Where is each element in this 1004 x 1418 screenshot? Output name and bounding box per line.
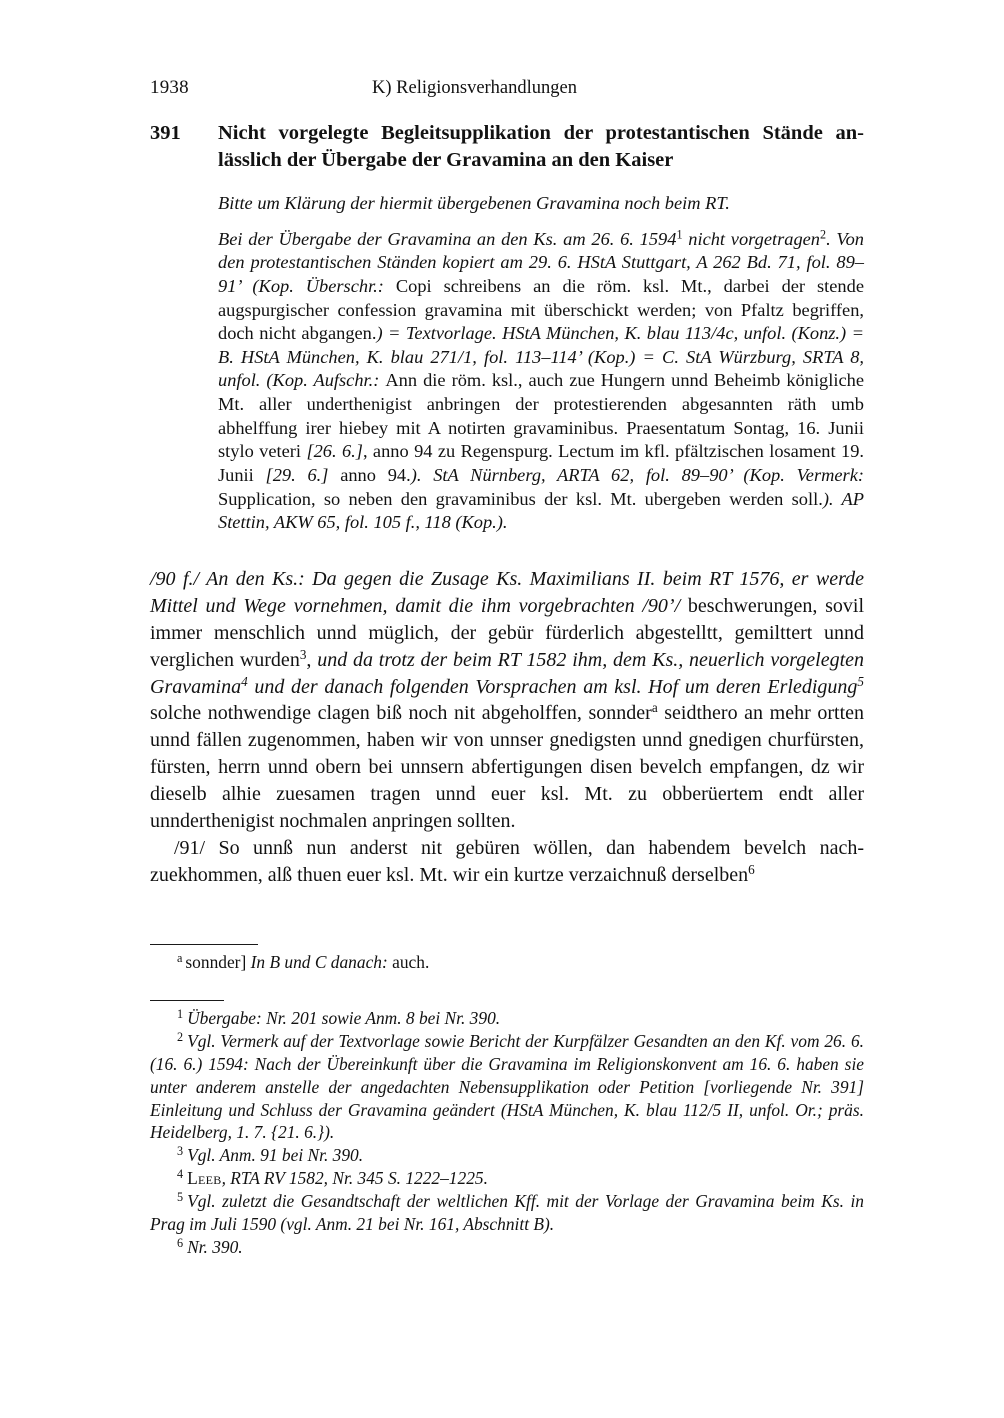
edited-text [150,566,864,889]
variant-apparatus [150,951,864,974]
article-number: 391 [150,122,181,144]
footnote-marker: a [177,950,183,965]
footnote-rule [150,1000,224,1001]
footnote: $^1$ Übergabe: Nr. 201 sowie Anm. 8 bei Nr. 390. [177,1006,501,1028]
text-paragraph-1: /90 f./ An den Ks.: Da gegen die Zusage Ks. Maximilians II. beim RT 1576, er werde Mittel und Wege vornehmen, damit die ihm vorgebrachten /90’/ beschwerungen, sovil immer menschlich unnd müglich, der gebür fürderlich abgestelltt, gemilttert unnd verglichen wurden$^3$, und da trotz der beim RT 1582 ihm, dem Ks., neuerlich vorgelegten Gravamina$^4$ und der danach folgenden Vorsprachen am ksl. Hof um deren Erledigung$^5$ solche nothwendige clagen biß noch nit abgeholffen, sonnder$^a$ seidthero an mehr ortten unnd fällen zugenommen, haben wir von unnser gnedigsten unnd gnedigen churfürsten, fürsten, herrn unnd obern bei unnsern abfertigungen disen bevelch empfangen, dz wir dieselb alhie zuesamen tragen unnd euer ksl. Mt. zu obberüertem endt aller unnderthenigist nochmalen anpringen sollten. [150,568,865,833]
footnote: $^5$ Vgl. zuletzt die Gesandtschaft der weltlichen Kff. mit der Vorlage der Gravamina beim Ks. in Prag im Juli 1590 (vgl. Anm. 21 bei Nr. 161, Abschnitt B). [150,1189,864,1234]
article-heading [150,120,864,174]
running-title: K) Religionsverhandlungen [372,78,577,98]
article-title: Nicht vorgelegte Begleitsupplikation der protestantischen Stände anlässlich der Übergabe der Gravamina an den Kaiser [218,122,864,171]
footnote-marker: 1 [177,1006,184,1021]
running-head [150,78,862,99]
footnote-marker: 3 [177,1144,184,1159]
footnote: $^6$ Nr. 390. [177,1235,243,1257]
footnote-marker: 5 [177,1189,184,1204]
variant-apparatus-rule [150,944,258,945]
text-paragraph-2: /91/ So unnß nun anderst nit gebüren wöllen, dan habendem bevelch nachzuekhommen, alß thuen euer ksl. Mt. wir ein kurtze verzaichnuß derselben$^6$ [150,836,864,886]
footnote-marker: 6 [177,1235,184,1250]
variant-note: $^a$ sonnder] In B und C danach: auch. [177,950,430,972]
source-apparatus [218,192,864,535]
footnote-apparatus [150,1007,864,1259]
footnote-marker: 4 [177,1167,184,1182]
page-number: 1938 [150,77,189,98]
footnote: $^3$ Vgl. Anm. 91 bei Nr. 390. [177,1144,364,1166]
footnote-marker: 2 [177,1029,184,1044]
apparatus-summary: Bitte um Klärung der hiermit übergebenen Gravamina noch beim RT. [218,193,730,213]
apparatus-sources: Bei der Übergabe der Gravamina an den Ks. am 26. 6. 1594$^1$ nicht vorgetragen$^2$. Von den protestantischen Ständen kopiert am 29. 6. HStA Stuttgart, A 262 Bd. 71, fol. 89–91’ (Kop. Überschr.: Copi schreibens an die röm. ksl. Mt., darbei der stende augspurgischer confession gravamina mit überschickt werden; von Pfaltz begriffen, doch nicht abgangen.) = Textvorlage. HStA München, K. blau 113/4c, unfol. (Konz.) = B. HStA München, K. blau 271/1, fol. 113–114’ (Kop.) = C. StA Würzburg, SRTA 8, unfol. (Kop. Aufschr.: Ann die röm. ksl., auch zue Hungern unnd Beheimb königliche Mt. aller underthenigist anbringen der protestierenden abgesannten räth umb abhelffung irer hiebey mit A notirten gravaminibus. Praesentatum Sontag, 16. Junii stylo veteri [26. 6.], anno 94 zu Regenspurg. Lectum im kfl. pfältzischen losament 19. Junii [29. 6.] anno 94.). StA Nürnberg, ARTA 62, fol. 89–90’ (Kop. Vermerk: Supplication, so neben den gravaminibus der ksl. Mt. ubergeben werden soll.). AP Stettin, AKW 65, fol. 105 f., 118 (Kop.). [218,227,864,533]
footnote: $^2$ Vgl. Vermerk auf der Textvorlage sowie Bericht der Kurpfälzer Gesandten an den Kf. vom 26. 6. (16. 6.) 1594: Nach der Übereinkunft über die Gravamina im Religionskonvent am 16. 6. haben sie unter anderem anstelle der angedachten Nebensupplikation oder Petition [vorliegende Nr. 391] Einleitung und Schluss der Gravamina geändert (HStA München, K. blau 112/5 II, unfol. Or.; präs. Heidelberg, 1. 7. {21. 6.}). [150,1029,864,1143]
footnote: $^4$ Leeb, RTA RV 1582, Nr. 345 S. 1222–1225. [177,1167,488,1189]
